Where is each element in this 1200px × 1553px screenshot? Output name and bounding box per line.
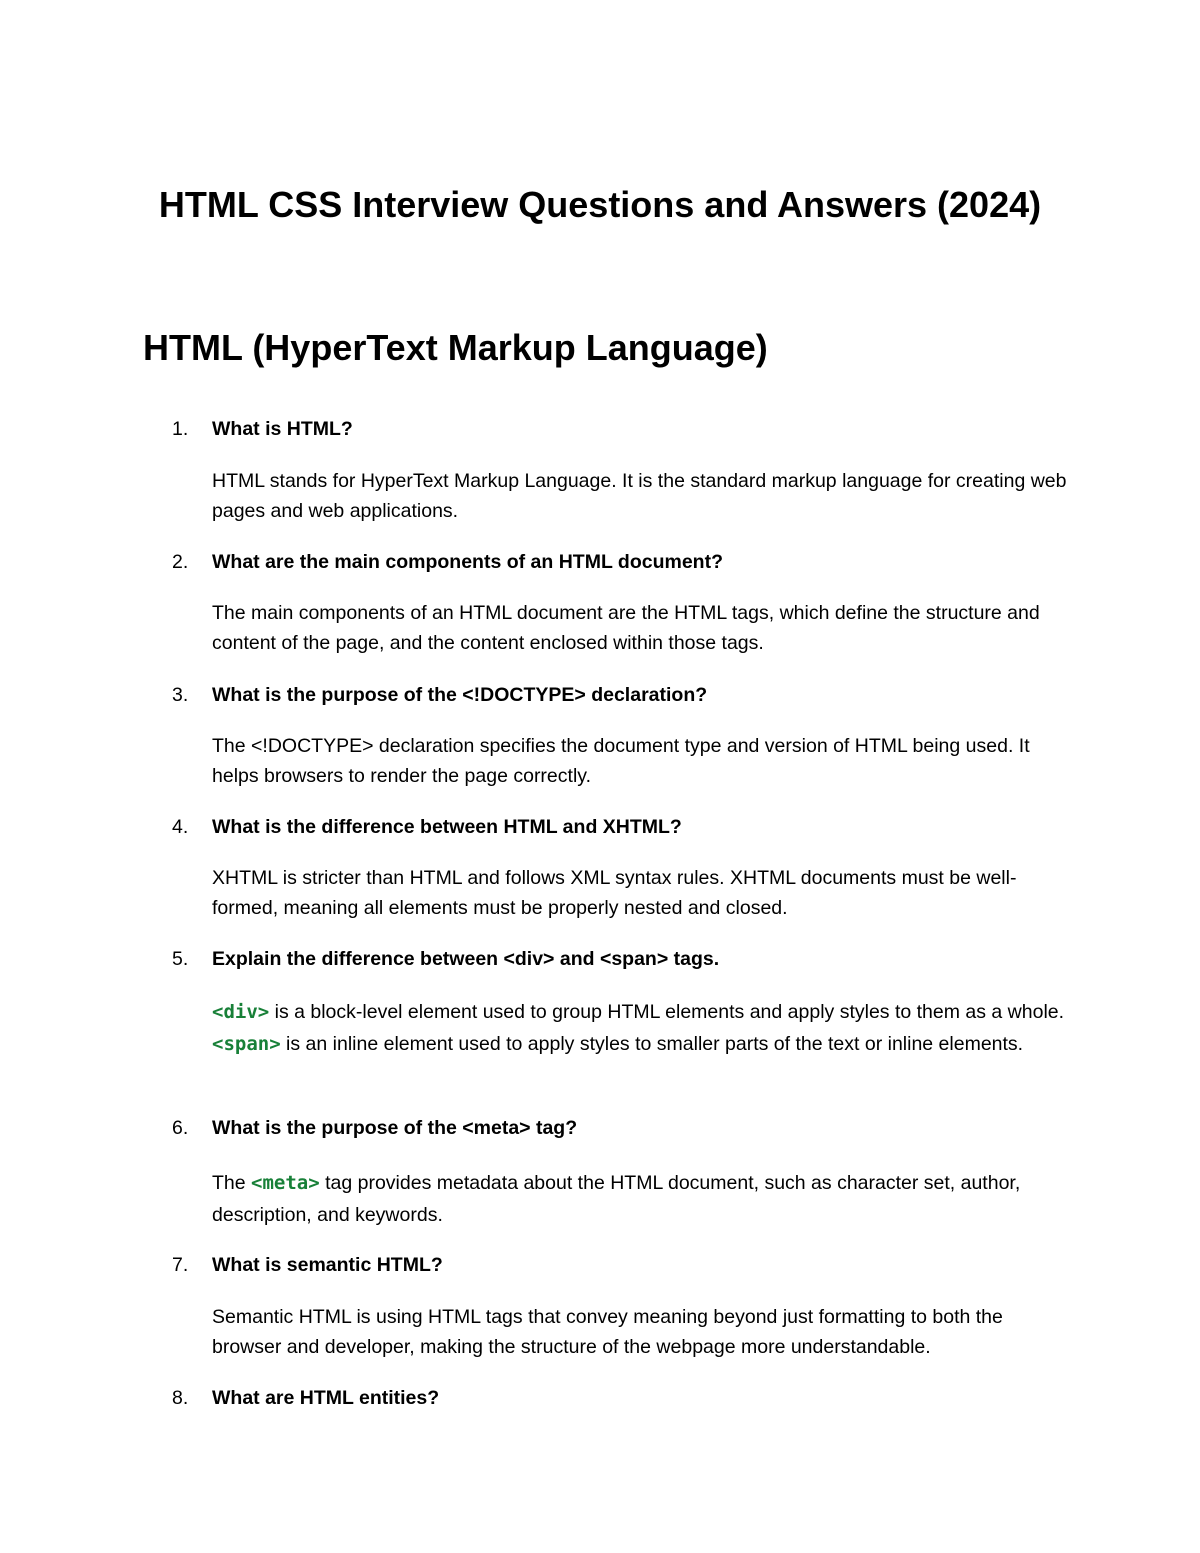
question-text: What are the main components of an HTML document? xyxy=(212,551,723,573)
answer-text xyxy=(212,996,1072,1060)
question-number: 7. xyxy=(172,1254,189,1276)
answer-text: The <!DOCTYPE> declaration specifies the document type and version of HTML being used. It helps browsers to render the page correctly. xyxy=(212,735,1030,787)
answer-text-segment: tag provides metadata about the HTML document, such as character set, author, description, and keywords. xyxy=(212,1172,1021,1226)
answer-text: XHTML is stricter than HTML and follows XML syntax rules. XHTML documents must be well-formed, meaning all elements must be properly nested and closed. xyxy=(212,867,1017,919)
code-snippet-div: <div> xyxy=(212,1001,270,1023)
document-title: HTML CSS Interview Questions and Answers (2024) xyxy=(158,184,1042,225)
answer-text: Semantic HTML is using HTML tags that convey meaning beyond just formatting to both the browser and developer, making the structure of the webpage more understandable. xyxy=(212,1306,1003,1358)
question-number: 4. xyxy=(172,816,189,838)
code-snippet-meta: <meta> xyxy=(251,1172,320,1194)
question-text: What are HTML entities? xyxy=(212,1387,440,1409)
answer-text xyxy=(212,1167,1072,1231)
section-heading: HTML (HyperText Markup Language) xyxy=(143,327,768,368)
question-number: 5. xyxy=(172,948,189,970)
question-text: What is the purpose of the <!DOCTYPE> declaration? xyxy=(212,684,708,706)
answer-text-segment: is an inline element used to apply styles to smaller parts of the text or inline elements. xyxy=(280,1033,1024,1055)
answer-text-segment: is a block-level element used to group HTML elements and apply styles to them as a whole. xyxy=(269,1001,1065,1023)
question-number: 6. xyxy=(172,1117,189,1139)
question-number: 3. xyxy=(172,684,189,706)
question-text: What is the difference between HTML and XHTML? xyxy=(212,816,682,838)
question-text: What is HTML? xyxy=(212,418,353,440)
question-number: 8. xyxy=(172,1387,189,1409)
question-number: 2. xyxy=(172,551,189,573)
answer-text: The main components of an HTML document are the HTML tags, which define the structure and content of the page, and the content enclosed within those tags. xyxy=(212,602,1040,654)
question-number: 1. xyxy=(172,418,189,440)
question-text: What is semantic HTML? xyxy=(212,1254,443,1276)
code-snippet-span: <span> xyxy=(212,1033,281,1055)
answer-text: HTML stands for HyperText Markup Language. It is the standard markup language for creating web pages and web applications. xyxy=(212,470,1067,522)
question-text: Explain the difference between <div> and <span> tags. xyxy=(212,948,720,970)
question-text: What is the purpose of the <meta> tag? xyxy=(212,1117,578,1139)
answer-text-segment: The xyxy=(212,1172,252,1194)
